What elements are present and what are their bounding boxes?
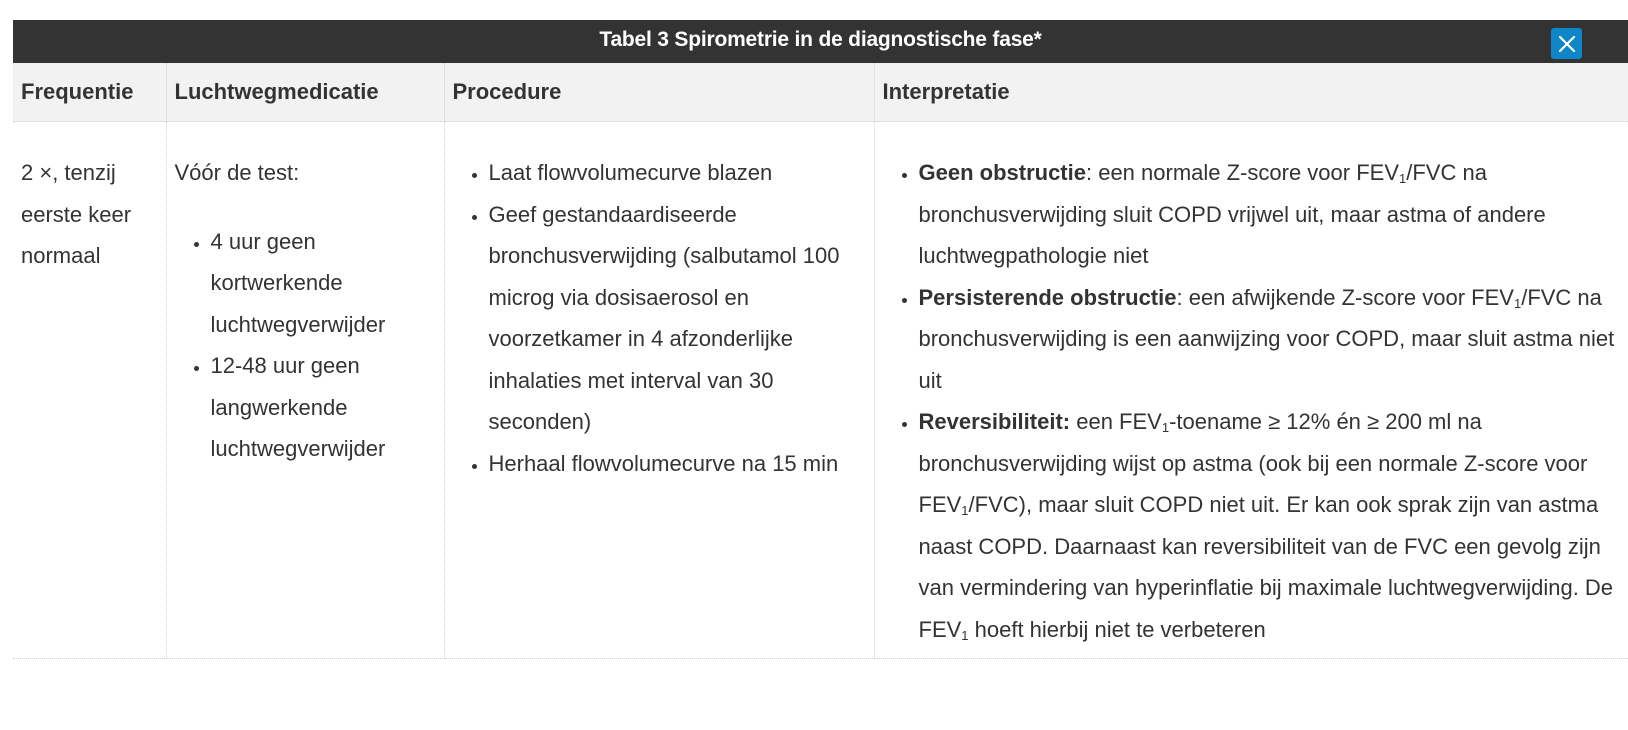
medicatie-intro: Vóór de test: bbox=[174, 160, 300, 185]
interpretatie-text: hoeft hierbij niet te verbeteren bbox=[968, 616, 1266, 642]
procedure-item: • Laat flowvolumecurve blazen bbox=[489, 152, 866, 194]
medicatie-item: • 4 uur geen kortwerkende luchtwegverwijder bbox=[211, 221, 436, 346]
table-title-bar bbox=[13, 20, 1628, 63]
table-header-row bbox=[13, 63, 1628, 122]
subscript: 1 bbox=[961, 503, 969, 518]
header-luchtwegmedicatie: Luchtwegmedicatie bbox=[166, 63, 444, 122]
spirometry-table bbox=[13, 63, 1628, 659]
table-title: Tabel 3 Spirometrie in de diagnostische fase* bbox=[599, 27, 1042, 51]
interpretatie-item-reversibiliteit bbox=[919, 401, 1621, 650]
procedure-list bbox=[453, 152, 866, 484]
interpretatie-text: : een afwijkende Z-score voor FEV bbox=[1176, 284, 1514, 310]
frequentie-line: 2 ×, tenzij bbox=[21, 160, 116, 185]
header-procedure: Procedure bbox=[444, 63, 874, 122]
cell-procedure bbox=[444, 122, 874, 659]
cell-interpretatie bbox=[874, 122, 1628, 659]
cell-luchtwegmedicatie bbox=[166, 122, 444, 659]
close-button[interactable] bbox=[1551, 28, 1582, 59]
cell-frequentie bbox=[13, 122, 166, 659]
subscript: 1 bbox=[961, 627, 969, 643]
interpretatie-text: /FVC na bronchusverwijding is een aanwijzing voor COPD, maar sluit astma niet uit bbox=[918, 284, 1615, 393]
frequentie-line: normaal bbox=[21, 243, 101, 268]
interpretatie-text: : een normale Z-score voor FEV bbox=[1085, 160, 1399, 185]
header-frequentie: Frequentie bbox=[13, 63, 166, 122]
medicatie-item: • 12-48 uur geen langwerkende luchtwegverwijder bbox=[211, 345, 436, 470]
table-row bbox=[13, 122, 1628, 659]
interpretatie-text: een FEV bbox=[1070, 409, 1162, 434]
interpretatie-term: Reversibiliteit: bbox=[918, 409, 1071, 434]
procedure-item: • Herhaal flowvolumecurve na 15 min bbox=[489, 443, 866, 485]
close-icon bbox=[1558, 35, 1576, 53]
medicatie-list bbox=[175, 221, 436, 470]
frequentie-line: eerste keer bbox=[21, 201, 132, 227]
subscript: 1 bbox=[1161, 420, 1170, 435]
interpretatie-text: /FVC), maar sluit COPD niet uit. Er kan ook sprak zijn van astma naast COPD. Daarnaast kan reversibiliteit van de FVC een gevolg zijn van vermindering van hyperinflatie bij maximale luchtwegverwijding. De FEV bbox=[918, 492, 1614, 642]
header-interpretatie: Interpretatie bbox=[874, 63, 1628, 122]
interpretatie-list bbox=[883, 152, 1621, 650]
table-modal bbox=[13, 20, 1628, 730]
interpretatie-term: Persisterende obstructie bbox=[918, 284, 1177, 310]
interpretatie-text: -toename ≥ 12% én ≥ 200 ml na bronchusverwijding wijst op astma (ook bij een normale Z-score voor FEV bbox=[918, 409, 1588, 517]
subscript: 1 bbox=[1399, 171, 1407, 186]
procedure-item: • Geef gestandaardiseerde bronchusverwijding (salbutamol 100 microg via dosisaerosol en voorzetkamer in 4 afzonderlijke inhalaties met interval van 30 seconden) bbox=[489, 194, 866, 443]
interpretatie-item-persisterende-obstructie bbox=[919, 277, 1621, 402]
interpretatie-term: Geen obstructie bbox=[918, 160, 1086, 185]
interpretatie-item-geen-obstructie bbox=[919, 152, 1621, 277]
interpretatie-text: /FVC na bronchusverwijding sluit COPD vrijwel uit, maar astma of andere luchtwegpathologie niet bbox=[918, 160, 1546, 268]
subscript: 1 bbox=[1513, 295, 1522, 311]
